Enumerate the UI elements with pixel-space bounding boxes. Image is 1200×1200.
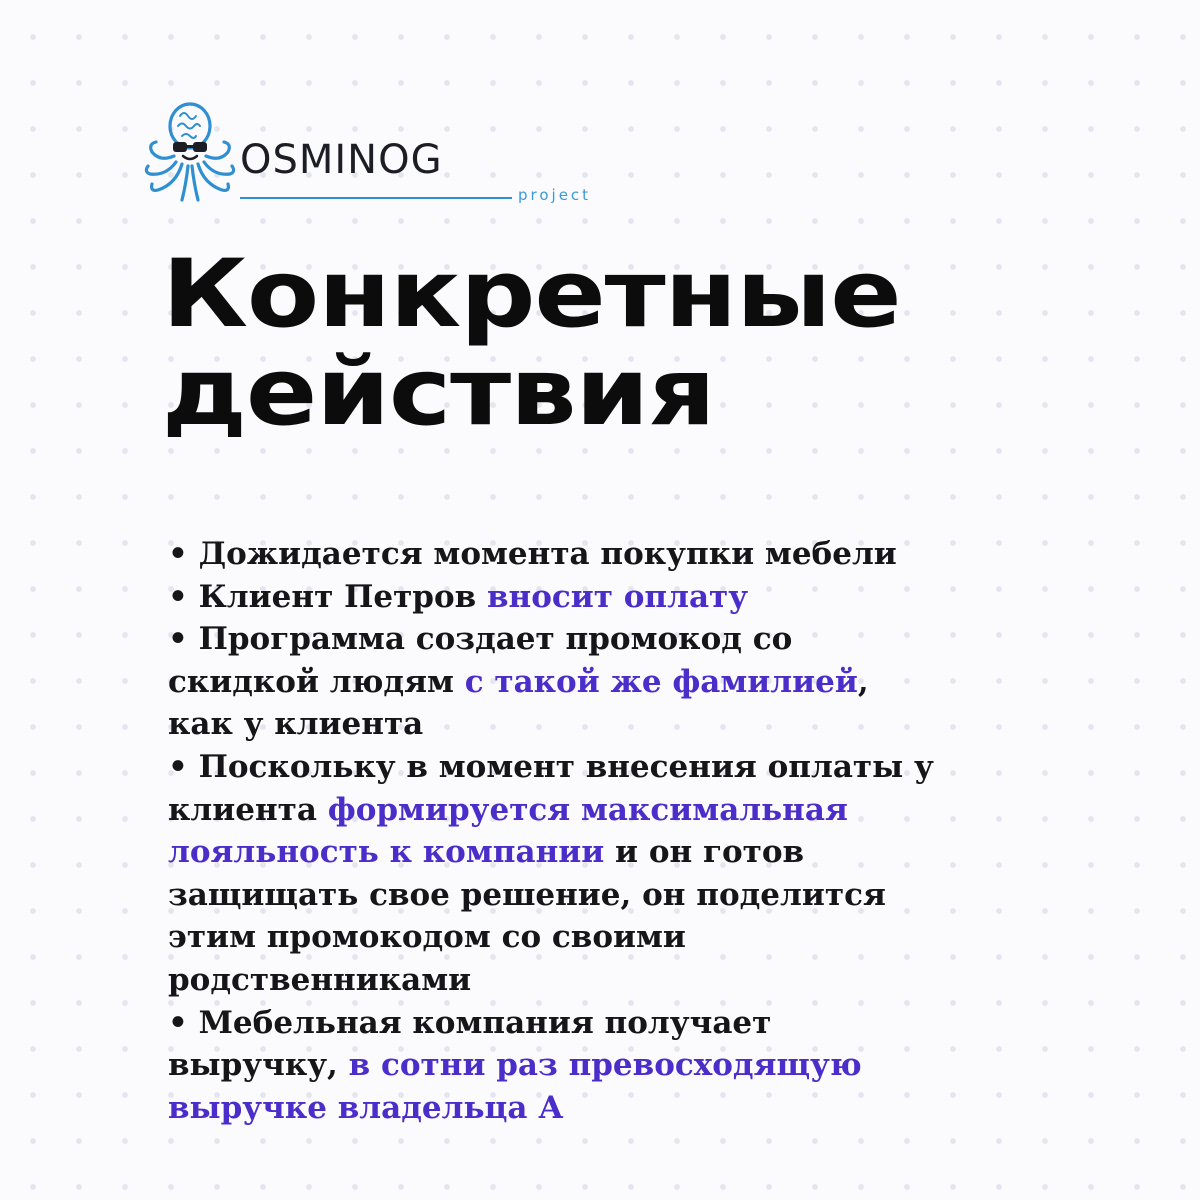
item-text: • Мебельная компания получает bbox=[168, 1004, 772, 1041]
item-highlight: с такой же фамилией bbox=[464, 663, 858, 700]
title-line-2: действия bbox=[162, 338, 715, 447]
item-text: клиента bbox=[168, 791, 328, 828]
octopus-with-glasses-icon bbox=[144, 100, 240, 210]
item-highlight: вносит оплату bbox=[486, 578, 749, 615]
item-text: • Клиент Петров bbox=[168, 578, 487, 615]
item-text: • Программа создает промокод со bbox=[168, 621, 793, 658]
item-text: , bbox=[857, 663, 869, 700]
list-item bbox=[168, 1002, 1068, 1130]
item-text: как у клиента bbox=[168, 706, 424, 743]
brand-subtitle: project bbox=[518, 186, 592, 204]
item-highlight: выручке владельца А bbox=[168, 1089, 564, 1126]
page-title bbox=[162, 240, 1162, 447]
item-text: выручку, bbox=[168, 1047, 349, 1084]
item-highlight: лояльность к компании bbox=[168, 834, 605, 871]
list-item bbox=[168, 533, 1068, 576]
item-text: защищать свое решение, он поделится bbox=[168, 876, 886, 913]
brand-name: OSMINOG bbox=[240, 137, 443, 183]
item-text: • Дожидается момента покупки мебели bbox=[168, 536, 897, 572]
item-text: и он готов bbox=[604, 834, 805, 871]
item-text: • Поскольку в момент внесения оплаты у bbox=[168, 748, 934, 785]
list-item bbox=[168, 618, 1068, 746]
item-highlight: формируется максимальная bbox=[327, 791, 848, 828]
item-text: этим промокодом со своими bbox=[168, 919, 686, 956]
list-item bbox=[168, 746, 1068, 1002]
item-text: родственниками bbox=[168, 961, 472, 998]
list-item bbox=[168, 576, 1068, 619]
item-text: скидкой людям bbox=[168, 663, 465, 700]
item-highlight: в сотни раз превосходящую bbox=[348, 1047, 862, 1084]
brand-logo bbox=[144, 100, 592, 210]
title-line-1: Конкретные bbox=[162, 240, 901, 349]
actions-list bbox=[168, 533, 1068, 1129]
brand-underline bbox=[240, 197, 512, 199]
